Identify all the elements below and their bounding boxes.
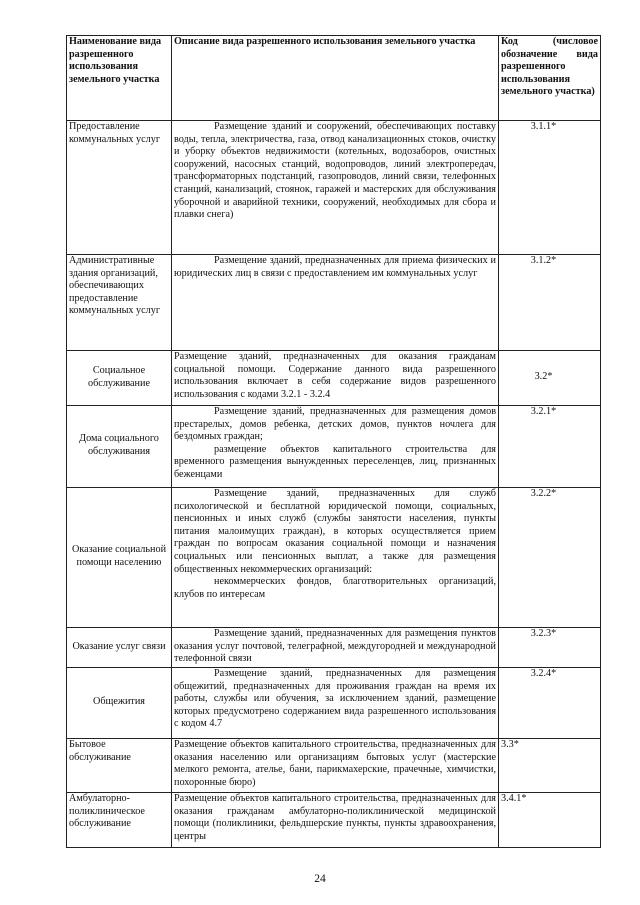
table-row bbox=[67, 793, 601, 848]
use-description-continued: некоммерческих фондов, благотворительных организаций, клубов по интересам bbox=[174, 576, 496, 600]
use-code: 3.4.1* bbox=[499, 793, 601, 848]
use-code: 3.2.4* bbox=[499, 668, 601, 739]
use-name: Оказание услуг связи bbox=[67, 628, 172, 668]
use-name: Амбулаторно-поликлиническое обслуживание bbox=[67, 793, 172, 848]
use-name: Предоставление коммунальных услуг bbox=[67, 121, 172, 255]
use-code: 3.2.3* bbox=[499, 628, 601, 668]
use-code: 3.2* bbox=[499, 351, 601, 406]
page-number: 24 bbox=[314, 873, 326, 885]
use-name: Общежития bbox=[67, 668, 172, 739]
use-description: Размещение зданий, предназначенных для оказания гражданам социальной помощи. Содержание данного вида разрешенного использования включает в себя содержание видов разрешенного использования с кодами 3.2.1 - 3.2.4 bbox=[174, 351, 496, 400]
table-row bbox=[67, 121, 601, 255]
table-row bbox=[67, 488, 601, 628]
use-name: Бытовое обслуживание bbox=[67, 739, 172, 793]
use-code: 3.3* bbox=[499, 739, 601, 793]
use-code: 3.1.2* bbox=[499, 255, 601, 351]
use-description: Размещение зданий, предназначенных для размещения пунктов оказания услуг почтовой, телеграфной, междугородней и международной телефонной связи bbox=[174, 628, 496, 665]
table-header-row bbox=[67, 36, 601, 121]
table-row bbox=[67, 628, 601, 668]
use-code: 3.2.1* bbox=[499, 406, 601, 488]
header-code: Код (числовое обозначение вида разрешенного использования земельного участка) bbox=[499, 36, 601, 121]
table-row bbox=[67, 351, 601, 406]
use-description: Размещение объектов капитального строительства, предназначенных для оказания населению или организациям бытовых услуг (мастерские мелкого ремонта, ателье, бани, парикмахерские, прачечные, химчистки, похоронные бюро) bbox=[174, 739, 496, 788]
land-use-table bbox=[66, 35, 601, 848]
table-row bbox=[67, 255, 601, 351]
use-description: Размещение зданий, предназначенных для приема физических и юридических лиц в связи с предоставлением им коммунальных услуг bbox=[174, 255, 496, 279]
use-name: Дома социального обслуживания bbox=[67, 406, 172, 488]
use-code: 3.1.1* bbox=[499, 121, 601, 255]
table-row bbox=[67, 739, 601, 793]
use-name: Социальное обслуживание bbox=[67, 351, 172, 406]
use-name: Административные здания организаций, обеспечивающих предоставление коммунальных услуг bbox=[67, 255, 172, 351]
use-description: Размещение зданий, предназначенных для служб психологической и бесплатной юридической помощи, социальных, пенсионных и иных служб (службы занятости населения, пункты питания малоимущих граждан), в которых осуществляется прием граждан по вопросам оказания социальной помощи и назначения социальных или пенсионных выплат, а также для размещения общественных некоммерческих организаций: bbox=[174, 488, 496, 575]
use-description: Размещение зданий и сооружений, обеспечивающих поставку воды, тепла, электричества, газа, отвод канализационных стоков, очистку и уборку объектов недвижимости (котельных, водозаборов, очистных сооружений, насосных станций, водопроводов, линий электропередач, трансформаторных подстанций, газопроводов, линий связи, телефонных станций, канализаций, стоянок, гаражей и мастерских для обслуживания уборочной и аварийной техники, сооружений, необходимых для сбора и плавки снега) bbox=[174, 121, 496, 221]
use-code: 3.2.2* bbox=[499, 488, 601, 628]
use-description: Размещение объектов капитального строительства, предназначенных для оказания гражданам амбулаторно-поликлинической медицинской помощи (поликлиники, фельдшерские пункты, пункты здравоохранения, центры bbox=[174, 793, 496, 842]
use-description: Размещение зданий, предназначенных для размещения домов престарелых, домов ребенка, детских домов, пунктов ночлега для бездомных граждан; bbox=[174, 406, 496, 443]
table-row bbox=[67, 668, 601, 739]
use-description: Размещение зданий, предназначенных для размещения общежитий, предназначенных для проживания граждан на время их работы, службы или обучения, за исключением зданий, размещение которых предусмотрено содержанием вида разрешенного использования с кодом 4.7 bbox=[174, 668, 496, 730]
table-row bbox=[67, 406, 601, 488]
use-name: Оказание социальной помощи населению bbox=[67, 488, 172, 628]
header-description: Описание вида разрешенного использования земельного участка bbox=[172, 36, 499, 121]
use-description-continued: размещение объектов капитального строительства для временного размещения вынужденных переселенцев, лиц, признанных беженцами bbox=[174, 443, 496, 480]
header-name: Наименование вида разрешенного использования земельного участка bbox=[67, 36, 172, 121]
